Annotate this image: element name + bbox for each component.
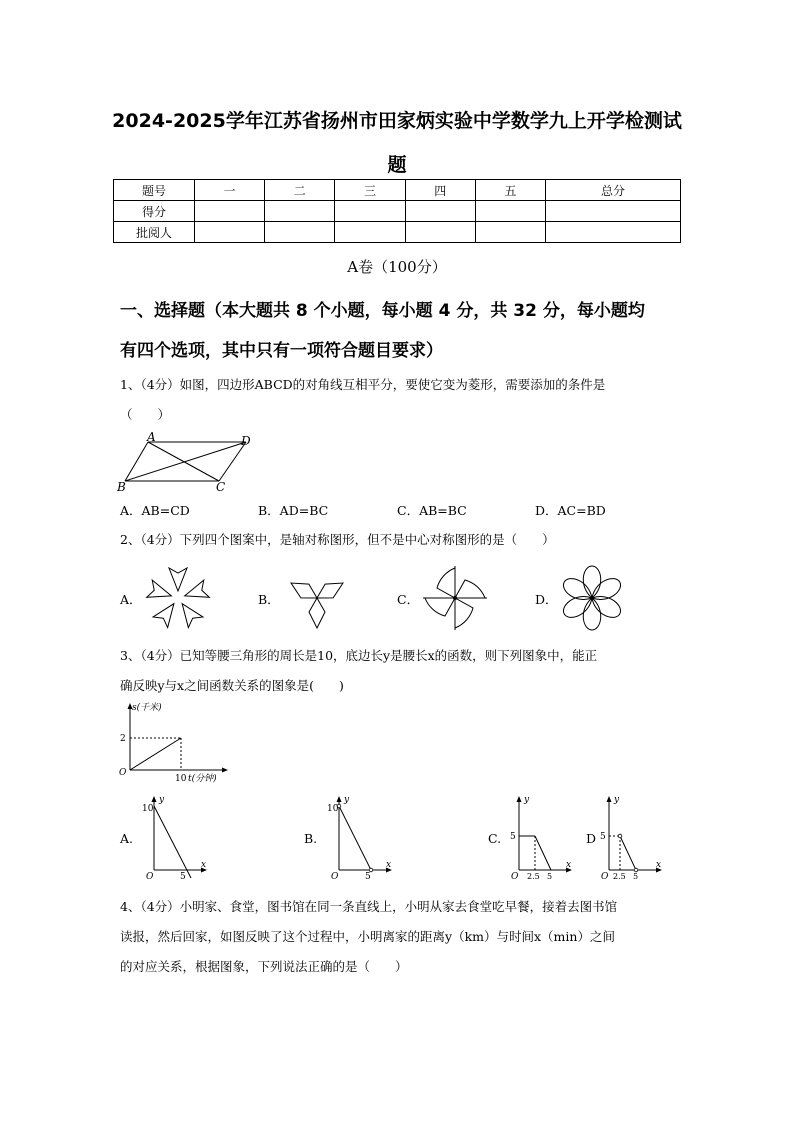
y-tick-10: 10 [327,804,339,814]
y-axis-label: y [614,795,620,805]
table-header-cell: 三 [335,180,405,201]
document-title-continued: 题 [387,154,407,176]
origin-label: O [511,872,519,882]
x-tick-5: 5 [365,872,371,882]
y-axis-label: y [159,795,165,805]
y-tick-10: 10 [142,804,154,814]
x-axis-label: x [566,860,572,870]
score-cell [265,201,335,222]
score-cell [405,222,475,243]
table-header-cell: 一 [195,180,265,201]
table-header-cell: 四 [405,180,475,201]
question-3-text-line1: 3、（4分）已知等腰三角形的周长是10，底边长y是腰长x的函数，则下列图象中，能正 [120,648,598,663]
q1-option-a: A．AB=CD [120,503,190,518]
graph-y-tick: 2 [120,734,126,744]
option-a-line-graph [140,792,210,882]
q2-option-d: D． [535,592,558,607]
origin-label: O [601,872,609,882]
x-axis-label: x [201,860,207,870]
graph-x-axis-label: t(分钟) [188,774,217,784]
x-tick-5: 5 [633,872,639,881]
volume-heading: A卷（100分） [347,258,447,276]
y-axis-label: y [344,795,350,805]
q2-option-a: A． [120,592,142,607]
option-c-line-graph [505,792,575,882]
y-tick-5: 5 [510,832,516,842]
score-table [113,179,681,243]
q3-option-c-label: C. [488,831,502,846]
vertex-label-c: C [216,480,226,494]
score-cell [546,201,681,222]
table-row-label: 得分 [114,201,195,222]
q3-option-d-label: D [586,831,597,846]
q1-option-b: B．AD=BC [258,503,329,518]
section-heading-line1: 一、选择题（本大题共 8 个小题，每小题 4 分，共 32 分，每小题均 [120,301,645,321]
graph-y-axis-label: s(千米) [132,703,162,713]
question-4-text-line3: 的对应关系，根据图象，下列说法正确的是（ ） [120,959,408,974]
pattern-b-three-rhombus-figure [282,563,352,633]
q3-option-a-label: A. [120,831,134,846]
x-tick-2-5: 2.5 [613,872,626,881]
origin-label: O [146,872,154,882]
score-cell [546,222,681,243]
x-tick-2-5: 2.5 [527,872,540,881]
question-1-text: 1、（4分）如图，四边形ABCD的对角线互相平分，要使它变为菱形，需要添加的条件是 [120,377,606,392]
origin-label: O [331,872,339,882]
score-cell [475,222,545,243]
graph-origin-label: O [119,768,127,778]
score-cell [265,222,335,243]
table-row [114,180,681,201]
q3-option-b-label: B. [304,831,318,846]
vertex-label-b: B [117,480,126,494]
x-tick-5: 5 [547,872,553,881]
q1-option-c: C．AB=BC [397,503,467,518]
question-4-text-line1: 4、（4分）小明家、食堂，图书馆在同一条直线上，小明从家去食堂吃早餐，接着去图书馆 [120,899,618,914]
document-title: 2024-2025学年江苏省扬州市田家炳实验中学数学九上开学检测试 [112,110,682,132]
q2-option-c: C． [397,592,420,607]
q1-option-d: D．AC=BD [535,503,606,518]
question-4-text-line2: 读报，然后回家，如图反映了这个过程中，小明离家的距离y（km）与时间x（min）之间 [120,929,615,944]
score-cell [475,201,545,222]
table-row [114,201,681,222]
table-row [114,222,681,243]
table-header-cell: 题号 [114,180,195,201]
pattern-d-flower-figure [557,563,627,633]
x-axis-label: x [656,860,662,870]
option-b-line-graph [325,792,395,882]
graph-x-tick: 10 [175,774,187,784]
pattern-c-pinwheel-figure [420,563,490,633]
score-cell [335,222,405,243]
pattern-a-star-figure [143,563,213,633]
table-header-cell: 二 [265,180,335,201]
question-3-text-line2: 确反映y与x之间函数关系的图象是( ) [120,678,344,693]
table-row-label: 批阅人 [114,222,195,243]
distance-time-graph [115,700,235,786]
parallelogram-figure [115,428,265,496]
score-cell [335,201,405,222]
vertex-label-a: A [147,430,156,444]
x-axis-label: x [386,860,392,870]
score-cell [195,222,265,243]
x-tick-5: 5 [180,872,186,882]
table-header-cell: 五 [475,180,545,201]
y-tick-5: 5 [600,832,606,842]
vertex-label-d: D [241,434,251,448]
score-cell [405,201,475,222]
y-axis-label: y [524,795,530,805]
q2-option-b: B． [258,592,280,607]
table-header-cell: 总分 [546,180,681,201]
option-d-line-graph [595,792,665,882]
question-2-text: 2、（4分）下列四个图案中，是轴对称图形，但不是中心对称图形的是（ ） [120,532,555,547]
score-cell [195,201,265,222]
section-heading-line2: 有四个选项，其中只有一项符合题目要求） [120,341,443,361]
question-1-blank: （ ） [120,407,171,422]
